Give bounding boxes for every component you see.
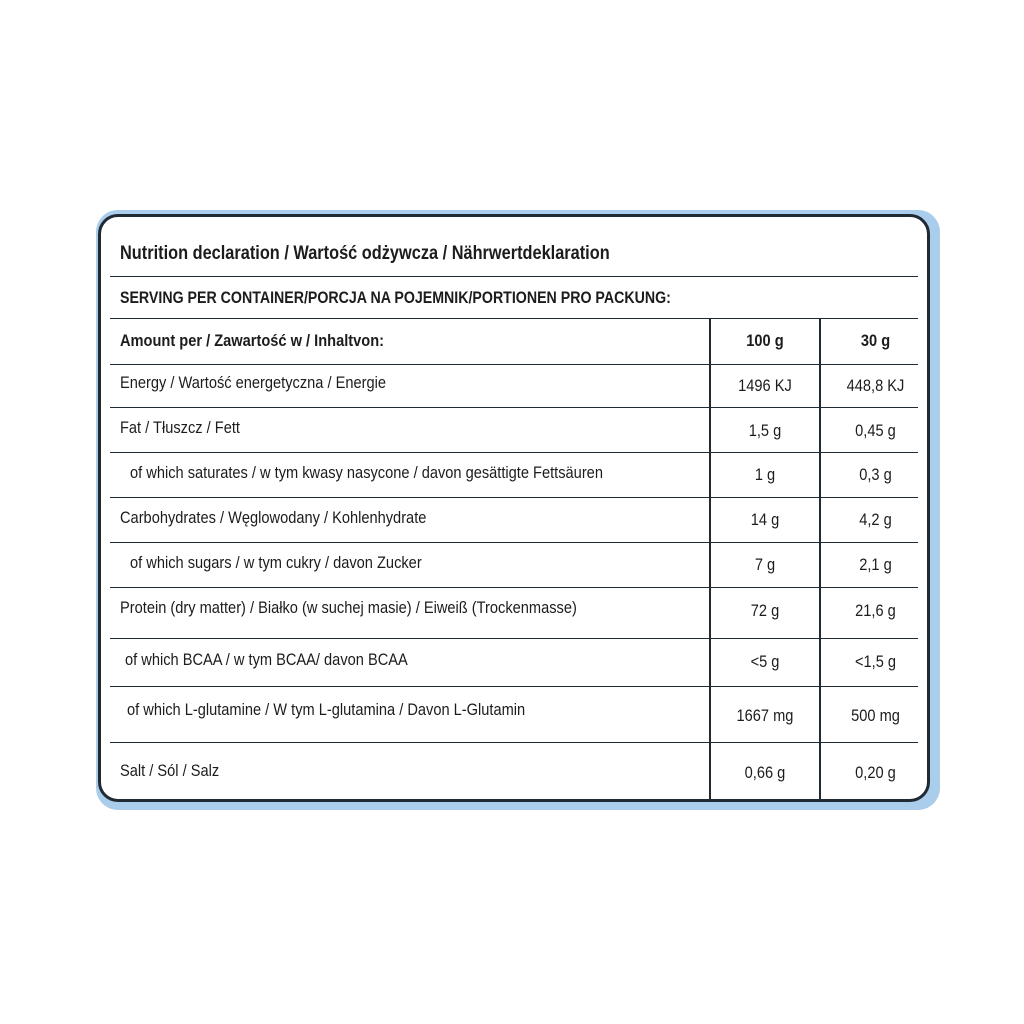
value-100g: 1496 KJ bbox=[738, 376, 792, 395]
nutrient-name: Energy / Wartość energetyczna / Energie bbox=[120, 373, 386, 392]
row-divider bbox=[110, 638, 918, 639]
row-divider bbox=[110, 407, 918, 408]
nutrient-name: of which L-glutamine / W tym L-glutamina / Davon L-Glutamin bbox=[127, 700, 526, 719]
nutrient-name: of which sugars / w tym cukry / davon Zucker bbox=[130, 553, 422, 572]
value-100g: 14 g bbox=[750, 510, 780, 529]
value-30g: 4,2 g bbox=[859, 510, 892, 529]
value-30g: 2,1 g bbox=[859, 555, 892, 574]
row-divider bbox=[110, 686, 918, 687]
row-divider bbox=[110, 542, 918, 543]
nutrient-name: of which saturates / w tym kwasy nasycone / davon gesättigte Fettsäuren bbox=[130, 463, 603, 482]
column-divider-2 bbox=[819, 318, 821, 802]
value-30g: 0,45 g bbox=[855, 421, 896, 440]
nutrient-name: Salt / Sól / Salz bbox=[120, 761, 220, 780]
nutrient-name: Carbohydrates / Węglowodany / Kohlenhydrate bbox=[120, 508, 427, 527]
nutrient-name: Fat / Tłuszcz / Fett bbox=[120, 418, 240, 437]
nutrient-name: Protein (dry matter) / Białko (w suchej masie) / Eiweiß (Trockenmasse) bbox=[120, 598, 577, 617]
row-divider bbox=[110, 364, 918, 365]
value-30g: <1,5 g bbox=[854, 652, 897, 671]
value-30g: 0,3 g bbox=[859, 465, 892, 484]
value-100g: 72 g bbox=[750, 601, 780, 620]
header-amount: Amount per / Zawartość w / Inhaltvon: bbox=[120, 331, 385, 350]
value-30g: 21,6 g bbox=[855, 601, 896, 620]
value-100g: 0,66 g bbox=[744, 763, 786, 782]
value-30g: 448,8 KJ bbox=[846, 376, 905, 395]
value-30g: 0,20 g bbox=[855, 763, 896, 782]
row-divider bbox=[110, 587, 918, 588]
value-100g: 1667 mg bbox=[736, 706, 794, 725]
divider-serving bbox=[110, 318, 918, 319]
value-100g: 7 g bbox=[754, 555, 776, 574]
value-100g: 1,5 g bbox=[748, 421, 782, 440]
value-30g: 500 mg bbox=[851, 706, 900, 725]
serving-info: SERVING PER CONTAINER/PORCJA NA POJEMNIK/PORTIONEN PRO PACKUNG: bbox=[120, 289, 671, 307]
row-divider bbox=[110, 497, 918, 498]
value-100g: 1 g bbox=[754, 465, 776, 484]
header-30g: 30 g bbox=[860, 331, 891, 350]
value-100g: <5 g bbox=[750, 652, 780, 671]
row-divider bbox=[110, 452, 918, 453]
label-title: Nutrition declaration / Wartość odżywcza / Nährwertdeklaration bbox=[120, 243, 610, 264]
column-divider-1 bbox=[709, 318, 711, 802]
header-100g: 100 g bbox=[746, 331, 784, 350]
nutrient-name: of which BCAA / w tym BCAA/ davon BCAA bbox=[125, 650, 408, 669]
divider-title bbox=[110, 276, 918, 277]
row-divider bbox=[110, 742, 918, 743]
